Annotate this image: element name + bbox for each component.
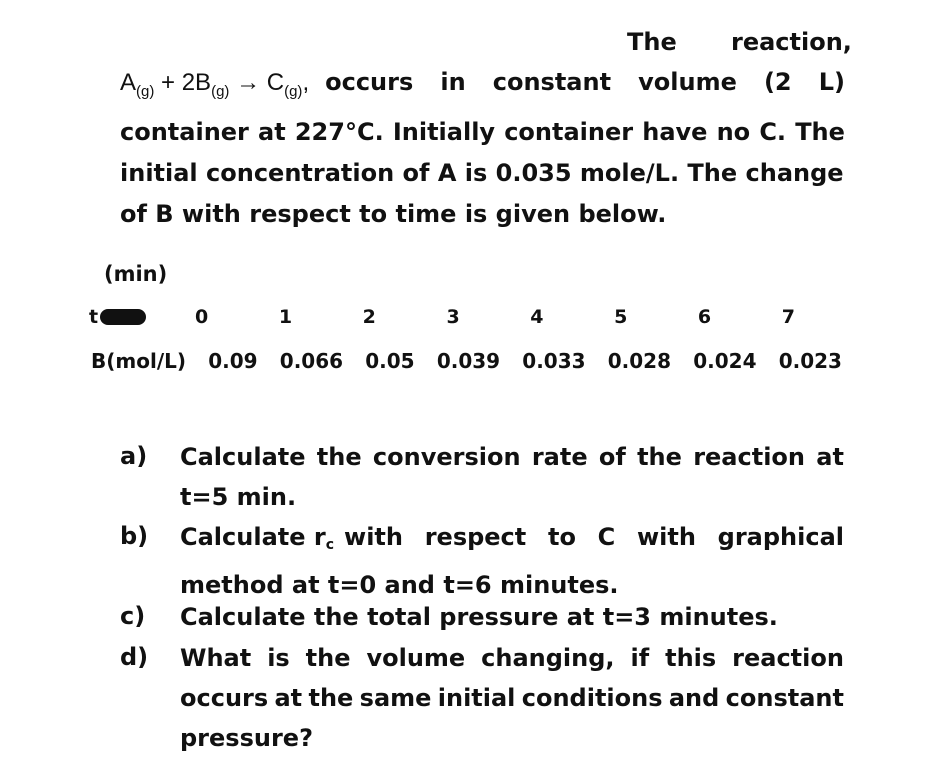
- word: with: [636, 523, 696, 551]
- word: of: [598, 443, 626, 471]
- word: the: [316, 443, 362, 471]
- time-cell: 3: [446, 306, 460, 328]
- word: and: [668, 684, 720, 712]
- word: respect: [424, 523, 527, 551]
- word: at: [816, 443, 844, 471]
- paragraph-line-5: of B with respect to time is given below.: [120, 200, 667, 228]
- word: with: [344, 523, 403, 551]
- word: volume: [366, 644, 466, 672]
- b-row-label: B(mol/L): [91, 349, 187, 373]
- word: the: [305, 644, 351, 672]
- word: occurs: [180, 684, 269, 712]
- time-values-row: [195, 306, 795, 328]
- time-cell: 0: [195, 306, 209, 328]
- question-b-text: Calculate $r_c$ with respect to C with graphical method at t=0 and t=6 minutes.: [180, 517, 844, 605]
- word: container: [504, 118, 634, 146]
- b-cell: 0.028: [607, 349, 672, 373]
- word: constant: [725, 684, 844, 712]
- word: at: [274, 684, 303, 712]
- b-cell: 0.066: [279, 349, 344, 373]
- word: graphical: [717, 523, 844, 551]
- word: What: [180, 644, 252, 672]
- time-cell: 4: [530, 306, 544, 328]
- time-row-label: t: [89, 306, 146, 328]
- handwritten-unit-min: (min): [104, 262, 168, 286]
- word: the: [637, 443, 682, 471]
- line2-text: occurs in constant volume (2 L): [325, 68, 845, 96]
- question-d-text: What is the volume changing, if this reaction occurs at the same initial conditions and constant pressure?: [180, 638, 844, 758]
- word: C.: [759, 118, 787, 146]
- word: Initially: [392, 118, 496, 146]
- word: conversion: [372, 443, 521, 471]
- word-the: The: [627, 28, 677, 56]
- b-cell: 0.024: [693, 349, 757, 373]
- question-c-text: Calculate the total pressure at t=3 minutes.: [180, 603, 778, 631]
- word: C: [597, 523, 616, 551]
- b-cell: 0.09: [208, 349, 258, 373]
- time-cell: 2: [362, 306, 376, 328]
- word: rate: [531, 443, 588, 471]
- word: no: [716, 118, 751, 146]
- question-b-rest: [344, 517, 844, 565]
- word: Calculate: [180, 443, 306, 471]
- reaction-equation: $A_{(g)} + 2B_{(g)} \to C_{(g)}$,: [120, 69, 310, 100]
- word: the: [308, 684, 354, 712]
- b-cell: 0.033: [522, 349, 586, 373]
- word: reaction: [732, 644, 844, 672]
- word: changing,: [481, 644, 615, 672]
- word: conditions: [521, 684, 663, 712]
- question-a-label: a): [120, 442, 148, 470]
- word: 227°C.: [294, 118, 384, 146]
- word: if: [630, 644, 650, 672]
- word: initial: [437, 684, 516, 712]
- word: same: [359, 684, 432, 712]
- word: container: [120, 118, 249, 146]
- word: have: [642, 118, 708, 146]
- time-cell: 6: [697, 306, 712, 328]
- word: The: [795, 118, 845, 146]
- word: to: [547, 523, 576, 551]
- b-cell: 0.039: [436, 349, 501, 373]
- paragraph-body: [120, 112, 845, 235]
- b-cell: 0.023: [778, 349, 842, 373]
- question-b-label: b): [120, 522, 149, 550]
- time-cell: 5: [614, 306, 628, 328]
- scribble-mark: [100, 309, 146, 325]
- word: this: [665, 644, 717, 672]
- word: is: [267, 644, 290, 672]
- question-d-label: d): [120, 643, 149, 671]
- b-cell: 0.05: [365, 349, 415, 373]
- time-cell: 7: [781, 306, 795, 328]
- word: reaction: [693, 443, 805, 471]
- word-reaction: reaction,: [731, 28, 852, 56]
- word: at: [258, 118, 286, 146]
- question-a-text: Calculate the conversion rate of the reaction at t=5 min.: [180, 437, 844, 517]
- b-values-row: [91, 349, 842, 373]
- question-c-label: c): [120, 602, 146, 630]
- paragraph-line-3: [120, 112, 845, 153]
- time-cell: 1: [278, 306, 293, 328]
- equation-line: [120, 68, 845, 100]
- paragraph-line-4: initial concentration of A is 0.035 mole/L. The change: [120, 159, 844, 187]
